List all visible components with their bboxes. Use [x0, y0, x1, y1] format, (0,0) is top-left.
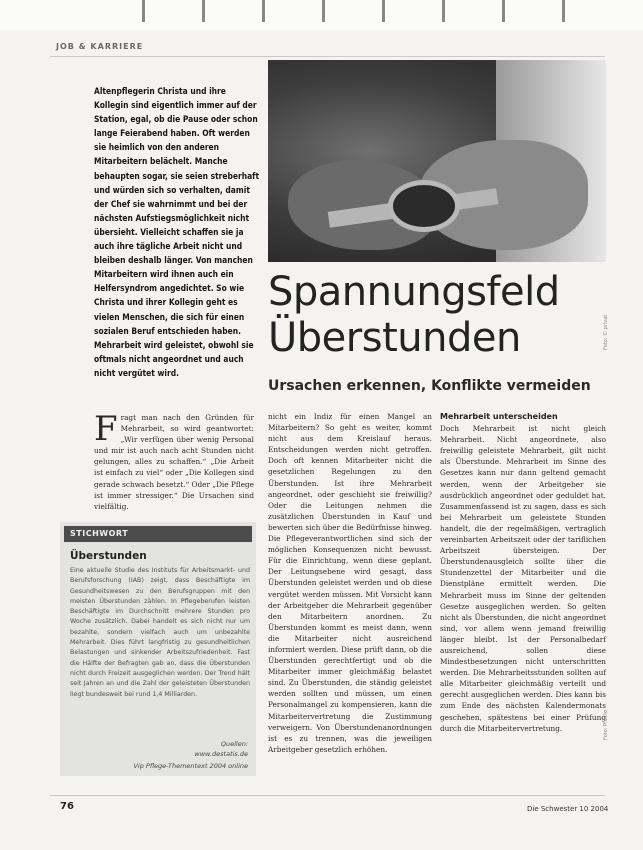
article-photo [268, 60, 606, 262]
stichwort-box [60, 522, 256, 776]
column-3-text: Doch Mehrarbeit ist nicht gleich Mehrarbeit. Nicht angeordnete, also freiwillig geleistete Mehrarbeit, gilt nicht als Überstunde. Mehrarbeit im Sinne des Gesetzes kann nur dann geltend gemacht werden, wenn der Arbeitgeber sie ausdrücklich angeordnet oder geduldet hat. Zusammenfassend ist zu sagen, dass es sich bei Mehrarbeit um geleistete Stunden handelt, die der regelmäßigen, vertraglich vereinbarten Arbeitszeit oder der tariflichen Arbeitszeit übersteigen. Der Überstundenausgleich sollte über die Stundenzettel der Mitarbeiter und die Dienstpläne ermittelt werden. Die Mehrarbeit muss im Sinne der geltenden Gesetze ausgeglichen werden. So gelten nicht als Überstunden, die nicht angeordnet sind, vor allem wenn jemand freiwillig länger bleibt. Ist der Personalbedarf ausreichend, sollen diese Mindestbesetzungen nicht unterschritten werden. Die Mehrarbeitsstunden sollten auf alle Mitarbeiter gleichmäßig verteilt und gerecht ausgeglichen werden. Dies kann bis zum Ende des nächsten Kalendermonats geschehen, spätestens bei einer Prüfung durch die Mitarbeitervertretung. [440, 424, 606, 733]
section-tag: JOB & KARRIERE [56, 42, 144, 51]
bottom-rule [50, 795, 605, 796]
side-credit: Foto: Pixelio [603, 709, 609, 740]
photo-credit: Foto: © privat [603, 314, 609, 350]
column-3-heading: Mehrarbeit unterscheiden [440, 412, 558, 421]
stichwort-title: Überstunden [70, 550, 147, 562]
intro-quote: Altenpflegerin Christa und ihre Kollegin sind eigentlich immer auf der Station, egal, ob die Pause oder schon lange Feierabend haben. Oft werden sie heimlich von den anderen Mitarbeitern belächelt. Manche behaupten sogar, sie seien streberhaft und würden sich so verhalten, damit der Chef sie wahrnimmt und bei der nächsten Aufstiegsmöglichkeit nicht übersieht. Vielleicht schaffen sie ja auch ihre tägliche Arbeit nicht und bleiben deshalb länger. Von manchen Mitarbeitern wird ihnen auch ein Helfersyndrom angedichtet. So wie Christa und ihrer Kollegin geht es vielen Menschen, die sich für einen sozialen Beruf entschieden haben. Mehrarbeit wird geleistet, obwohl sie oftmals nicht angeordnet und auch nicht vergütet wird. [94, 86, 260, 378]
source-link-1: www.destatis.de [194, 750, 248, 758]
stichwort-label: STICHWORT [64, 526, 252, 542]
column-1-text: ragt man nach den Gründen für Mehrarbeit, so wird geantwortet: „Wir verfügen über wenig Personal und mir ist auch nach acht Stunden nicht gelungen, alles zu schaffen.“ „Die Arbeit ist einfach zu viel“ oder „Die Kollegen sind gerade schwach besetzt.“ Oder „Die Pflege ist immer stressiger.“ Die Ursachen sind vielfältig. [94, 413, 254, 511]
page-number: 76 [60, 801, 74, 812]
article-column-2: nicht ein Indiz für einen Mangel an Mitarbeitern? So geht es weiter, kommt nicht aus dem Kreislauf heraus. Entscheidungen werden nicht getroffen. Doch oft kennen Mitarbeiter nicht die gesetzlichen Regelungen zu den Überstunden. Ist ihre Mehrarbeit angeordnet, oder geschieht sie freiwillig? Oder die Leitungen nehmen die zusätzlichen Überstunden in Kauf und bewerten sich über die Bedürfnisse hinweg. Die Pflegeverantwortlichen sind sich der möglichen Konsequenzen nicht bewusst. Für die Einrichtung, wenn diese geplant. Der Leitungsebene wird gesagt, dass Überstunden geleistet werden und ob diese vergütet werden müssen. Mit Vorsicht kann der Arbeitgeber die Mehrarbeit gegenüber den Mitarbeitern anordnen. Zu Überstunden kommt es meist dann, wenn die Mitarbeiter nicht ausreichend informiert werden. Diese prüft dann, ob die Überstunden gerechtfertigt und ob die Mitarbeiter immer gleichmäßig belastet sind. Zu Überstunden, die ständig geleistet werden sollten und müssen, um einen Personalmangel zu kompensieren, kann die Mitarbeitervertretung die Zustimmung verweigern. Von Überstundenanordnungen ist es zu trennen, was die jeweiligen Arbeitgeber gesetzlich erhöhen. [268, 412, 432, 754]
stichwort-body: Eine aktuelle Studie des Instituts für Arbeitsmarkt- und Berufsforschung (IAB) zeigt, dass Beschäftigte im Gesundheitswesen zu den Berufsgruppen mit den meisten Überstunden zählen. In Pflegeberufen leisten Beschäftigte im Durchschnitt mehrere Stunden pro Woche zusätzlich. Dabei handelt es sich nicht nur um bezahlte, sondern vielfach auch um unbezahlte Mehrarbeit. Dies führt langfristig zu gesundheitlichen Belastungen und sinkender Arbeitszufriedenheit. Fast die Hälfte der Befragten gab an, dass die Überstunden nicht durch Freizeit ausgeglichen werden. Der Trend hält seit Jahren an und die Zahl der geleisteten Überstunden liegt bundesweit bei rund 1,4 Milliarden. [70, 567, 250, 698]
source-link-2: Vip Pflege-Thementext 2004 online [133, 762, 248, 770]
article-column-1 [94, 409, 254, 512]
binder-holes [0, 0, 643, 30]
article-column-3 [440, 411, 606, 734]
headline-line-2: Überstunden [268, 315, 521, 361]
drop-cap: F [94, 409, 118, 449]
subheadline: Ursachen erkennen, Konflikte vermeiden [268, 378, 591, 394]
headline [268, 270, 608, 362]
source-label: Quellen: [220, 740, 248, 748]
top-rule [50, 56, 605, 57]
issue-label: Die Schwester 10 2004 [527, 805, 609, 813]
headline-line-1: Spannungsfeld [268, 269, 560, 315]
watch-icon [388, 180, 460, 232]
